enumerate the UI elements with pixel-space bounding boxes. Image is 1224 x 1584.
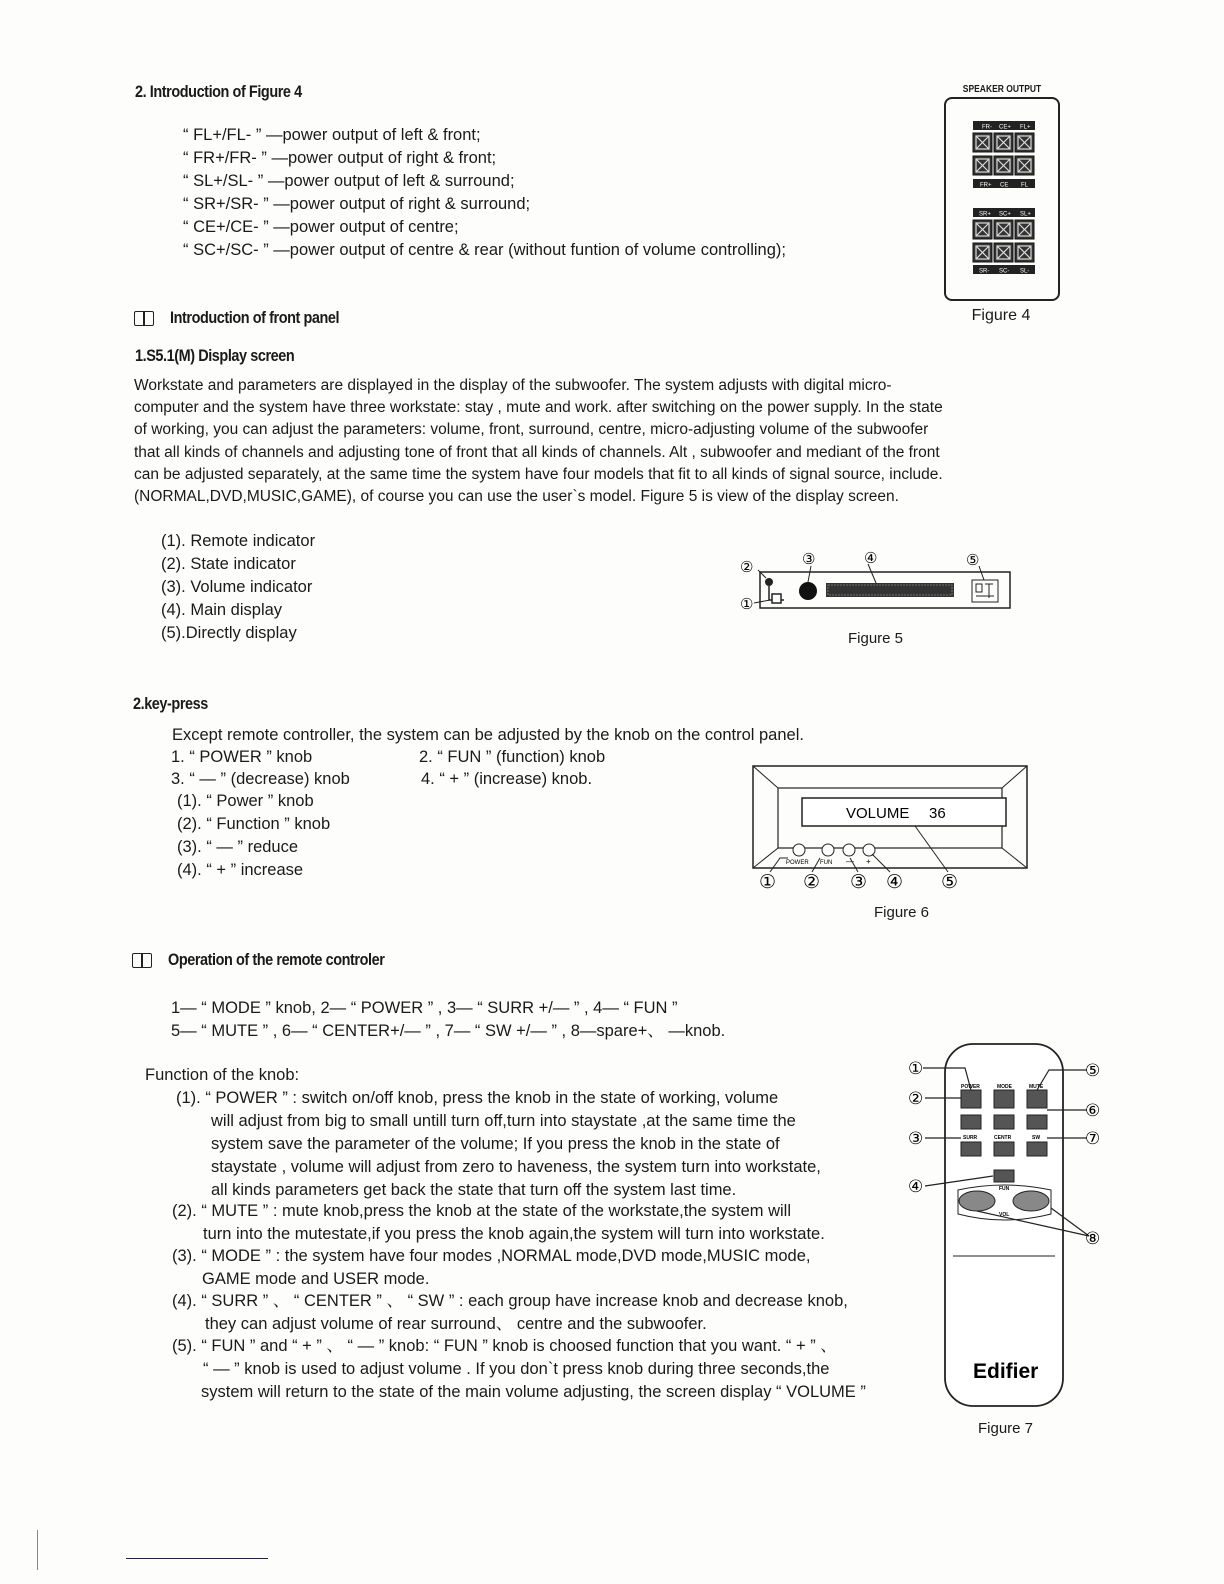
volume-value: 36	[929, 805, 946, 822]
display-screen-paragraph	[134, 375, 943, 508]
terminal-label: SC-	[999, 268, 1010, 275]
knob-label-fun: FUN	[820, 860, 833, 866]
sc-line: “ SC+/SC- ” —power output of centre & rear (without funtion of volume controlling);	[183, 241, 786, 259]
fr-line: “ FR+/FR- ” —power output of right & front;	[183, 149, 497, 167]
figure4-description	[183, 124, 786, 262]
front-panel-heading-row	[134, 308, 369, 328]
function-fun	[172, 1335, 866, 1404]
knob-3: 3. “ — ” (decrease) knob	[171, 770, 350, 788]
function-title: Function of the knob:	[145, 1066, 300, 1084]
remote-button-label: SW	[1032, 1135, 1041, 1141]
figure7-marker-4: ④	[908, 1177, 924, 1196]
function-line: (5). “ FUN ” and “ + ” 、 “ — ” knob: “ FUN ” knob is choosed function that you want. “ + ” 、	[172, 1337, 837, 1355]
knob-item: (4). “ + ” increase	[177, 861, 304, 879]
figure5-caption: Figure 5	[848, 630, 904, 647]
figure7-caption: Figure 7	[978, 1420, 1034, 1437]
remote-line-1: 1— “ MODE ” knob, 2— “ POWER ” , 3— “ SURR +/— ” , 4— “ FUN ”	[171, 999, 678, 1017]
figure7-marker-3: ③	[908, 1129, 924, 1148]
figure6-marker-5: ⑤	[941, 872, 959, 893]
paragraph-line: can be adjusted separately, at the same time the system have four models that fit to all kinds of signal source, include.	[134, 465, 943, 483]
figure7	[903, 1040, 1108, 1440]
figure5-marker-1: ①	[740, 596, 754, 613]
remote-button-label: MODE	[997, 1084, 1012, 1090]
figure6	[750, 762, 1040, 932]
paragraph-line: Workstate and parameters are displayed in the display of the subwoofer. The system adjusts with digital micro-	[134, 377, 892, 394]
figure5-marker-5: ⑤	[966, 552, 980, 569]
remote-heading: Operation of the remote controler	[168, 950, 385, 969]
knob-label-plus: +	[866, 857, 871, 866]
terminal-label: SL-	[1020, 268, 1030, 275]
knob-item: (1). “ Power ” knob	[177, 792, 314, 810]
knob-item: (2). “ Function ” knob	[177, 815, 331, 833]
margin-mark	[37, 1530, 38, 1570]
function-line: turn into the mutestate,if you press the knob again,the system will turn into workstate.	[203, 1225, 825, 1243]
figure6-marker-2: ②	[803, 872, 821, 893]
indicator-item: (3). Volume indicator	[161, 578, 313, 596]
knob-4: 4. “ + ” (increase) knob.	[421, 770, 593, 788]
function-line: all kinds parameters get back the state that turn off the system last time.	[211, 1181, 737, 1199]
keypress-heading: 2.key-press	[133, 694, 208, 713]
knob-1: 1. “ POWER ” knob	[171, 748, 313, 766]
terminal-label: FL+	[1020, 124, 1031, 131]
indicator-item: (2). State indicator	[161, 555, 296, 573]
remote-button-label: VOL	[999, 1212, 1010, 1218]
remote-button-label: CENTR	[994, 1135, 1012, 1141]
terminal-label: FR-	[982, 124, 992, 131]
speaker-terminal-diagram	[946, 99, 1058, 299]
paragraph-line: of working, you can adjust the parameters: volume, front, surround, centre, micro-adjusting volume of the subwoofer	[134, 421, 929, 439]
function-line: system save the parameter of the volume; If you press the knob in the state of	[211, 1135, 780, 1153]
indicator-list	[161, 530, 315, 645]
section-2-heading: 2. Introduction of Figure 4	[135, 82, 302, 101]
figure6-marker-4: ④	[886, 872, 904, 893]
edifier-logo: Edifier	[973, 1360, 1039, 1383]
knob-2: 2. “ FUN ” (function) knob	[419, 748, 606, 766]
indicator-item: (5).Directly display	[161, 624, 297, 642]
function-power	[176, 1087, 821, 1202]
knob-item: (3). “ — ” reduce	[177, 838, 299, 856]
speaker-output-panel	[944, 97, 1060, 301]
keypress-intro: Except remote controller, the system can be adjusted by the knob on the control panel.	[172, 726, 804, 744]
indicator-item: (1). Remote indicator	[161, 532, 316, 550]
sr-line: “ SR+/SR- ” —power output of right & surround;	[183, 195, 531, 213]
function-line: staystate , volume will adjust from zero to haveness, the system turn into workstate,	[211, 1158, 821, 1176]
figure7-marker-2: ②	[908, 1089, 924, 1108]
function-line: (1). “ POWER ” : switch on/off knob, press the knob in the state of working, volume	[176, 1089, 779, 1107]
figure5-marker-3: ③	[802, 551, 816, 568]
knob-list	[177, 790, 330, 882]
display-screen-heading: 1.S5.1(M) Display screen	[135, 346, 295, 365]
speaker-output-title: SPEAKER OUTPUT	[962, 84, 1042, 95]
function-mute	[172, 1200, 825, 1246]
remote-button-label: SURR	[963, 1135, 978, 1141]
sl-line: “ SL+/SL- ” —power output of left & surround;	[183, 172, 515, 190]
terminal-label: FR+	[980, 182, 992, 189]
figure6-marker-1: ①	[759, 872, 777, 893]
function-line: “ — ” knob is used to adjust volume . If you don`t press knob during three seconds,the	[203, 1360, 830, 1378]
paragraph-line: that all kinds of channels and adjusting tone of front that all kinds of channels. Alt , subwoofer and mediant of the front	[134, 443, 940, 461]
figure7-marker-1: ①	[908, 1059, 924, 1078]
remote-button-label: MUTE	[1029, 1084, 1044, 1090]
figure7-marker-6: ⑥	[1085, 1101, 1101, 1120]
paragraph-line: computer and the system have three workstate: stay , mute and work. after switching on the power supply. In the state	[134, 399, 943, 417]
footer-rule	[126, 1558, 268, 1559]
figure6-caption: Figure 6	[874, 904, 930, 921]
remote-button-label: FUN	[999, 1186, 1010, 1192]
terminal-label: SL+	[1020, 211, 1031, 218]
function-surr	[172, 1290, 848, 1336]
remote-diagram	[903, 1040, 1108, 1410]
terminal-label: SR-	[979, 268, 990, 275]
remote-button-label: POWER	[961, 1084, 980, 1090]
book-icon	[134, 311, 154, 326]
terminal-label: CE	[1000, 182, 1009, 189]
fl-line: “ FL+/FL- ” —power output of left & front;	[183, 126, 481, 144]
remote-heading-row	[132, 950, 423, 970]
terminal-label: FL	[1021, 182, 1029, 189]
function-line: will adjust from big to small untill turn off,turn into staystate ,at the same time the	[211, 1112, 796, 1130]
figure5	[736, 548, 1016, 658]
figure5-marker-4: ④	[864, 550, 878, 567]
remote-line-2: 5— “ MUTE ” , 6— “ CENTER+/— ” , 7— “ SW +/— ” , 8—spare+、 —knob.	[171, 1022, 726, 1040]
figure5-marker-2: ②	[740, 559, 754, 576]
figure7-marker-7: ⑦	[1085, 1129, 1101, 1148]
function-line: system will return to the state of the main volume adjusting, the screen display “ VOLUME ”	[201, 1383, 866, 1401]
function-line: they can adjust volume of rear surround、 centre and the subwoofer.	[205, 1315, 707, 1333]
function-line: (2). “ MUTE ” : mute knob,press the knob at the state of the workstate,the system will	[172, 1202, 791, 1220]
ce-line: “ CE+/CE- ” —power output of centre;	[183, 218, 459, 236]
knob-label-power: POWER	[786, 860, 809, 866]
indicator-item: (4). Main display	[161, 601, 283, 619]
display-screen-diagram	[736, 548, 1016, 618]
terminal-label: SR+	[979, 211, 991, 218]
figure7-marker-8: ⑧	[1085, 1229, 1101, 1248]
knob-label-minus: —	[846, 857, 854, 866]
book-icon	[132, 953, 152, 968]
function-mode	[172, 1245, 811, 1291]
terminal-label: CE+	[999, 124, 1011, 131]
function-line: (3). “ MODE ” : the system have four modes ,NORMAL mode,DVD mode,MUSIC mode,	[172, 1247, 811, 1265]
figure4-caption: Figure 4	[971, 307, 1031, 324]
front-panel-heading: Introduction of front panel	[170, 308, 340, 327]
terminal-label: SC+	[999, 211, 1011, 218]
figure7-marker-5: ⑤	[1085, 1061, 1101, 1080]
volume-label: VOLUME	[846, 805, 910, 822]
function-line: (4). “ SURR ” 、 “ CENTER ” 、 “ SW ” : each group have increase knob and decrease knob,	[172, 1292, 848, 1310]
function-line: GAME mode and USER mode.	[202, 1270, 430, 1288]
figure4	[944, 84, 1060, 325]
figure6-marker-3: ③	[850, 872, 868, 893]
paragraph-line: (NORMAL,DVD,MUSIC,GAME), of course you can use the user`s model. Figure 5 is view of the display screen.	[134, 488, 899, 506]
front-panel-diagram	[750, 762, 1040, 897]
